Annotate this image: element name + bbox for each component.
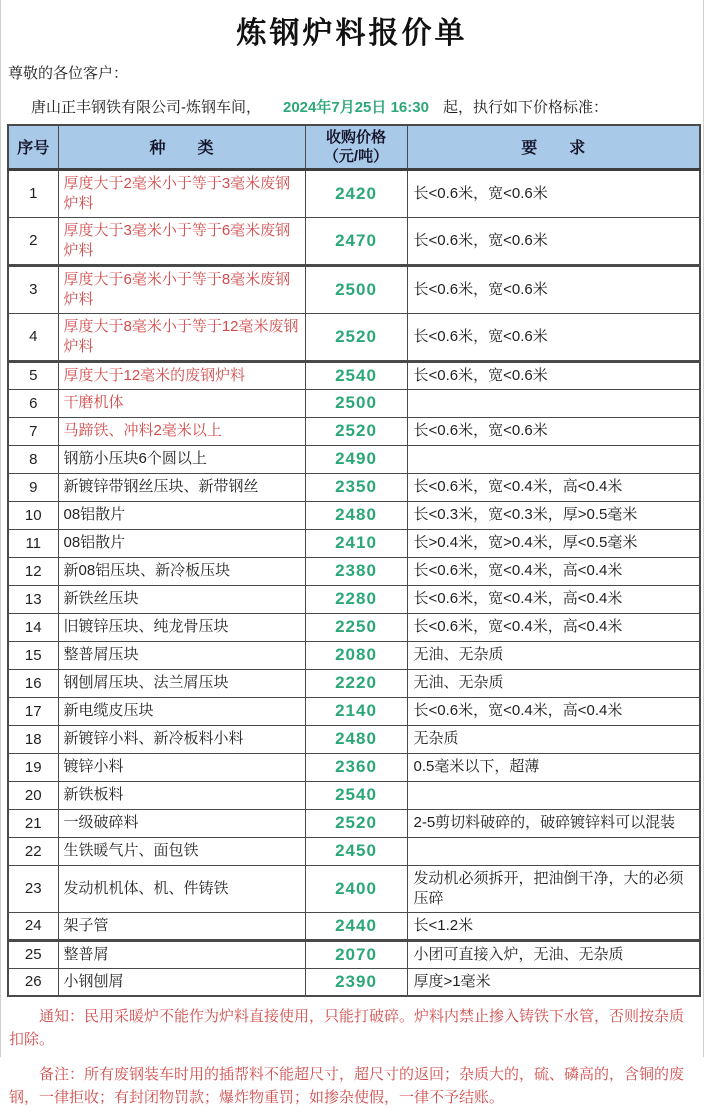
row-req: 长<1.2米	[407, 912, 700, 940]
table-row	[8, 389, 700, 417]
row-kind: 厚度大于8毫米小于等于12毫米废钢炉料	[58, 313, 305, 361]
row-kind: 整普屑	[58, 940, 305, 968]
row-price: 2520	[305, 417, 407, 445]
row-no: 13	[8, 585, 58, 613]
row-kind: 新铁丝压块	[58, 585, 305, 613]
row-req: 小团可直接入炉，无油、无杂质	[407, 940, 700, 968]
intro-suffix: 起，执行如下价格标准：	[442, 99, 608, 116]
price-table-header	[8, 125, 700, 169]
row-no: 24	[8, 912, 58, 940]
table-row	[8, 697, 700, 725]
greeting-line: 尊敬的各位客户：	[8, 65, 129, 82]
row-kind: 小钢刨屑	[58, 968, 305, 996]
row-price: 2480	[305, 725, 407, 753]
row-no: 11	[8, 529, 58, 557]
table-row	[8, 501, 700, 529]
row-no: 7	[8, 417, 58, 445]
row-req: 长<0.6米，宽<0.6米	[407, 217, 700, 265]
table-row	[8, 265, 700, 313]
row-kind: 镀锌小料	[58, 753, 305, 781]
row-price: 2250	[305, 613, 407, 641]
row-no: 1	[8, 169, 58, 217]
row-no: 3	[8, 265, 58, 313]
row-no: 2	[8, 217, 58, 265]
footer-notes	[9, 1006, 695, 1109]
row-price: 2070	[305, 940, 407, 968]
row-no: 8	[8, 445, 58, 473]
row-price: 2420	[305, 169, 407, 217]
row-price: 2480	[305, 501, 407, 529]
row-req: 无油、无杂质	[407, 669, 700, 697]
row-price: 2390	[305, 968, 407, 996]
row-kind: 08铝散片	[58, 529, 305, 557]
row-kind: 08铝散片	[58, 501, 305, 529]
table-row	[8, 473, 700, 501]
table-row	[8, 613, 700, 641]
row-req: 长<0.6米，宽<0.4米，高<0.4米	[407, 613, 700, 641]
row-req: 长<0.6米，宽<0.4米，高<0.4米	[407, 557, 700, 585]
header-price	[305, 125, 407, 169]
row-req: 长<0.6米，宽<0.4米，高<0.4米	[407, 473, 700, 501]
row-req	[407, 781, 700, 809]
table-row	[8, 781, 700, 809]
page-title: 炼钢炉料报价单	[236, 17, 468, 50]
row-req: 长<0.6米，宽<0.4米，高<0.4米	[407, 585, 700, 613]
row-req: 长<0.6米，宽<0.6米	[407, 361, 700, 389]
row-kind: 整普屑压块	[58, 641, 305, 669]
row-req: 长<0.6米，宽<0.6米	[407, 417, 700, 445]
row-req: 0.5毫米以下，超薄	[407, 753, 700, 781]
table-row	[8, 529, 700, 557]
table-row	[8, 417, 700, 445]
row-price: 2400	[305, 865, 407, 912]
row-price: 2410	[305, 529, 407, 557]
row-req: 长<0.6米，宽<0.6米	[407, 169, 700, 217]
effective-datetime: 2024年7月25日 16:30	[283, 99, 429, 116]
row-no: 15	[8, 641, 58, 669]
table-row	[8, 669, 700, 697]
row-price: 2520	[305, 313, 407, 361]
header-price-line1: 收购价格	[325, 128, 386, 146]
row-no: 17	[8, 697, 58, 725]
row-kind: 新08铝压块、新冷板压块	[58, 557, 305, 585]
row-no: 6	[8, 389, 58, 417]
table-row	[8, 585, 700, 613]
table-row	[8, 445, 700, 473]
row-price: 2140	[305, 697, 407, 725]
row-no: 5	[8, 361, 58, 389]
row-no: 21	[8, 809, 58, 837]
row-no: 9	[8, 473, 58, 501]
row-kind: 旧镀锌压块、纯龙骨压块	[58, 613, 305, 641]
row-no: 4	[8, 313, 58, 361]
table-row	[8, 912, 700, 940]
row-price: 2440	[305, 912, 407, 940]
row-kind: 发动机机体、机、件铸铁	[58, 865, 305, 912]
header-kind: 种 类	[58, 125, 305, 169]
row-req: 长<0.6米，宽<0.6米	[407, 313, 700, 361]
price-table-body	[8, 169, 700, 996]
row-req: 发动机必须拆开，把油倒干净，大的必须压碎	[407, 865, 700, 912]
table-row	[8, 217, 700, 265]
row-kind: 厚度大于12毫米的废钢炉料	[58, 361, 305, 389]
row-no: 14	[8, 613, 58, 641]
table-row	[8, 557, 700, 585]
header-no: 序号	[8, 125, 58, 169]
row-kind: 钢刨屑压块、法兰屑压块	[58, 669, 305, 697]
row-kind: 一级破碎料	[58, 809, 305, 837]
table-row	[8, 753, 700, 781]
row-price: 2350	[305, 473, 407, 501]
notice-paragraph: 通知：民用采暖炉不能作为炉料直接使用，只能打破碎。炉料内禁止掺入铸铁下水管，否则按杂质扣除。	[9, 1008, 685, 1048]
table-row	[8, 641, 700, 669]
row-req	[407, 837, 700, 865]
table-row	[8, 725, 700, 753]
row-price: 2280	[305, 585, 407, 613]
row-price: 2360	[305, 753, 407, 781]
row-req: 厚度>1毫米	[407, 968, 700, 996]
table-row	[8, 837, 700, 865]
row-no: 20	[8, 781, 58, 809]
table-row	[8, 940, 700, 968]
row-no: 12	[8, 557, 58, 585]
row-no: 25	[8, 940, 58, 968]
row-kind: 新镀锌小料、新冷板料小料	[58, 725, 305, 753]
row-kind: 厚度大于3毫米小于等于6毫米废钢炉料	[58, 217, 305, 265]
table-row	[8, 361, 700, 389]
row-price: 2490	[305, 445, 407, 473]
header-req: 要 求	[407, 125, 700, 169]
row-price: 2450	[305, 837, 407, 865]
row-price: 2500	[305, 265, 407, 313]
row-kind: 新电缆皮压块	[58, 697, 305, 725]
row-kind: 架子管	[58, 912, 305, 940]
header-price-line2: （元/吨）	[323, 147, 389, 165]
row-req	[407, 445, 700, 473]
row-price: 2520	[305, 809, 407, 837]
row-price: 2500	[305, 389, 407, 417]
row-kind: 厚度大于6毫米小于等于8毫米废钢炉料	[58, 265, 305, 313]
row-req: 无杂质	[407, 725, 700, 753]
remark-paragraph: 备注：所有废钢装车时用的插帮料不能超尺寸，超尺寸的返回；杂质大的，硫、磷高的，含铜的废钢，一律拒收；有封闭物罚款；爆炸物重罚；如掺杂使假，一律不予结账。	[9, 1066, 685, 1106]
row-no: 19	[8, 753, 58, 781]
row-no: 18	[8, 725, 58, 753]
row-no: 22	[8, 837, 58, 865]
row-no: 26	[8, 968, 58, 996]
row-price: 2470	[305, 217, 407, 265]
table-row	[8, 313, 700, 361]
row-req	[407, 389, 700, 417]
table-row	[8, 809, 700, 837]
row-kind: 生铁暖气片、面包铁	[58, 837, 305, 865]
row-req: 2-5剪切料破碎的，破碎镀锌料可以混装	[407, 809, 700, 837]
row-price: 2540	[305, 361, 407, 389]
company-name: 唐山正丰钢铁有限公司-炼钢车间，	[31, 99, 261, 116]
table-row	[8, 169, 700, 217]
table-row	[8, 968, 700, 996]
intro-line	[31, 96, 703, 117]
price-table	[7, 124, 701, 997]
row-kind: 新铁板料	[58, 781, 305, 809]
row-req: 无油、无杂质	[407, 641, 700, 669]
row-no: 10	[8, 501, 58, 529]
row-req: 长<0.6米，宽<0.6米	[407, 265, 700, 313]
row-req: 长<0.3米，宽<0.3米，厚>0.5毫米	[407, 501, 700, 529]
row-price: 2380	[305, 557, 407, 585]
row-kind: 厚度大于2毫米小于等于3毫米废钢炉料	[58, 169, 305, 217]
row-price: 2540	[305, 781, 407, 809]
row-no: 23	[8, 865, 58, 912]
row-req: 长>0.4米，宽>0.4米，厚<0.5毫米	[407, 529, 700, 557]
row-no: 16	[8, 669, 58, 697]
row-kind: 马蹄铁、冲料2毫米以上	[58, 417, 305, 445]
row-price: 2080	[305, 641, 407, 669]
row-kind: 干磨机体	[58, 389, 305, 417]
row-kind: 新镀锌带钢丝压块、新带钢丝	[58, 473, 305, 501]
row-price: 2220	[305, 669, 407, 697]
row-req: 长<0.6米，宽<0.4米，高<0.4米	[407, 697, 700, 725]
row-kind: 钢筋小压块6个圆以上	[58, 445, 305, 473]
table-row	[8, 865, 700, 912]
